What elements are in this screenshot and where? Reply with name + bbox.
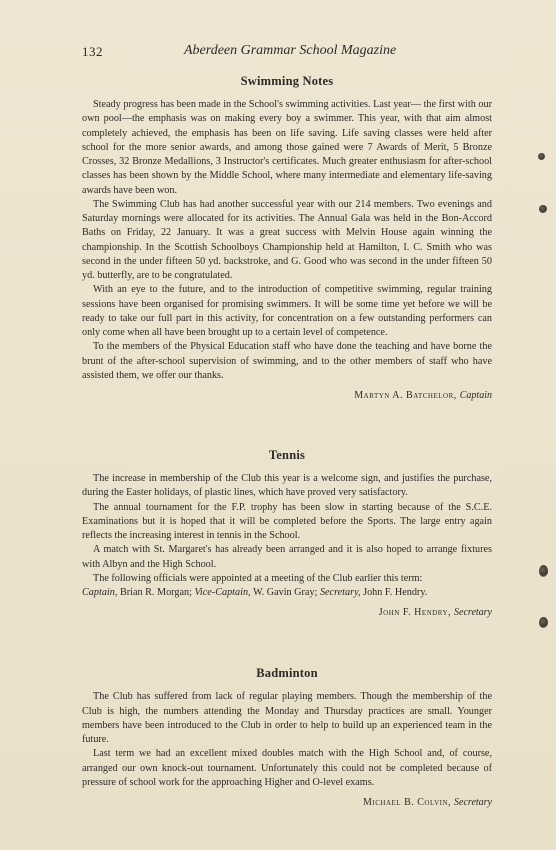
binding-hole-mark — [539, 617, 548, 628]
paragraph: The Club has suffered from lack of regular playing members. Though the membership of the Club is high, the numbers attending the Monday and Thursday practices are small. Younger members have been introduced to the Club in order to help to build up an experienced team in the future. — [82, 691, 492, 745]
binding-hole-mark — [539, 205, 547, 213]
signature-name: Martyn A. Batchelor, — [354, 390, 457, 401]
signature-role: Captain — [459, 390, 492, 401]
section-gap — [82, 401, 492, 448]
running-head: Aberdeen Grammar School Magazine — [184, 43, 397, 58]
signature — [82, 390, 492, 401]
section-gap — [82, 618, 492, 666]
officials-vice-label: Vice-Captain, — [194, 587, 251, 598]
paragraph: Last term we had an excellent mixed doubles match with the High School and, of course, arranged our own knock-out tournament. Unfortunately this could not be completed because of pressure of school work for the approaching Higher and O-level exams. — [82, 748, 492, 788]
signature-name: John F. Hendry, — [378, 607, 452, 619]
officials-list — [82, 586, 492, 600]
signature-role: Secretary — [454, 607, 492, 619]
signature — [82, 607, 492, 618]
binding-hole-mark — [538, 153, 545, 160]
section-title-tennis: Tennis — [268, 448, 306, 462]
officials-captain-label: Captain, — [82, 587, 118, 598]
paragraph: The increase in membership of the Club this year is a welcome sign, and justifies the purchase, during the Easter holidays, of plastic lines, which have proved very satisfactory. — [82, 473, 492, 499]
page-header — [82, 44, 492, 64]
page-content — [82, 74, 492, 808]
section-title-swimming: Swimming Notes — [240, 74, 334, 88]
page-number: 132 — [82, 44, 103, 59]
paragraph: The annual tournament for the F.P. trophy has been slow in starting because of the S.C.E. Examinations but it is hoped that it will be completed before the Sports. The large entry again reflects the increasing interest in tennis in the School. — [82, 501, 492, 541]
binding-hole-mark — [539, 565, 548, 577]
signature-role: Secretary — [454, 797, 492, 808]
paragraph: With an eye to the future, and to the introduction of competitive swimming, regular training sessions have been organised for promising swimmers. It will be some time yet before we will be ready to take our full part in this activity, for concentration on a few outstanding performers can only come when all have been brought up to a certain level of competence. — [82, 284, 492, 338]
officials-vice-name: W. Gavin Gray; — [252, 587, 318, 598]
swimming-notes-section — [82, 74, 492, 401]
paragraph: To the members of the Physical Education staff who have done the teaching and have borne the brunt of the after-school supervision of swimming, and to the other members of staff who have assisted them, we offer our thanks. — [82, 341, 492, 381]
badminton-section — [82, 666, 492, 808]
section-title-badminton: Badminton — [256, 666, 318, 681]
officials-captain-name: Brian R. Morgan; — [119, 587, 192, 598]
tennis-section — [82, 448, 492, 618]
paragraph: The following officials were appointed at a meeting of the Club earlier this term: — [93, 572, 423, 584]
paragraph: The Swimming Club has had another successful year with our 214 members. Two evenings and Saturday mornings were allocated for its activities. The Annual Gala was held in the Bon-Accord Baths on Friday, 22 January. It was a great success with Melvin House again winning the championship. In the Scottish Schoolboys Championship held at Hamilton, I. C. Smith who was second in the under fifteen 50 yd. backstroke, and G. Good who was second in the under fifteen 50 yd. butterfly, are to be congratulated. — [82, 198, 492, 281]
signature — [82, 797, 492, 808]
paragraph: Steady progress has been made in the School's swimming activities. Last year— the first with our own pool—the emphasis was on making every boy a swimmer. This year, with that aim almost completely achieved, the emphasis has been on life saving. Life saving classes were held after school for the more senior awards, and among those gained were 7 Awards of Merit, 5 Bronze Crosses, 32 Bronze Medallions, 3 Instructor's certificates. Much greater enthusiasm for after-school classes has been shown by the Middle School, where many intermediate and elementary life-saving awards have been won. — [82, 99, 492, 196]
signature-name: Michael B. Colvin, — [363, 797, 452, 808]
officials-secretary-name: John F. Hendry. — [363, 587, 428, 598]
officials-secretary-label: Secretary, — [319, 587, 361, 598]
paragraph: A match with St. Margaret's has already been arranged and it is also hoped to arrange fixtures with Albyn and the High School. — [82, 544, 492, 570]
